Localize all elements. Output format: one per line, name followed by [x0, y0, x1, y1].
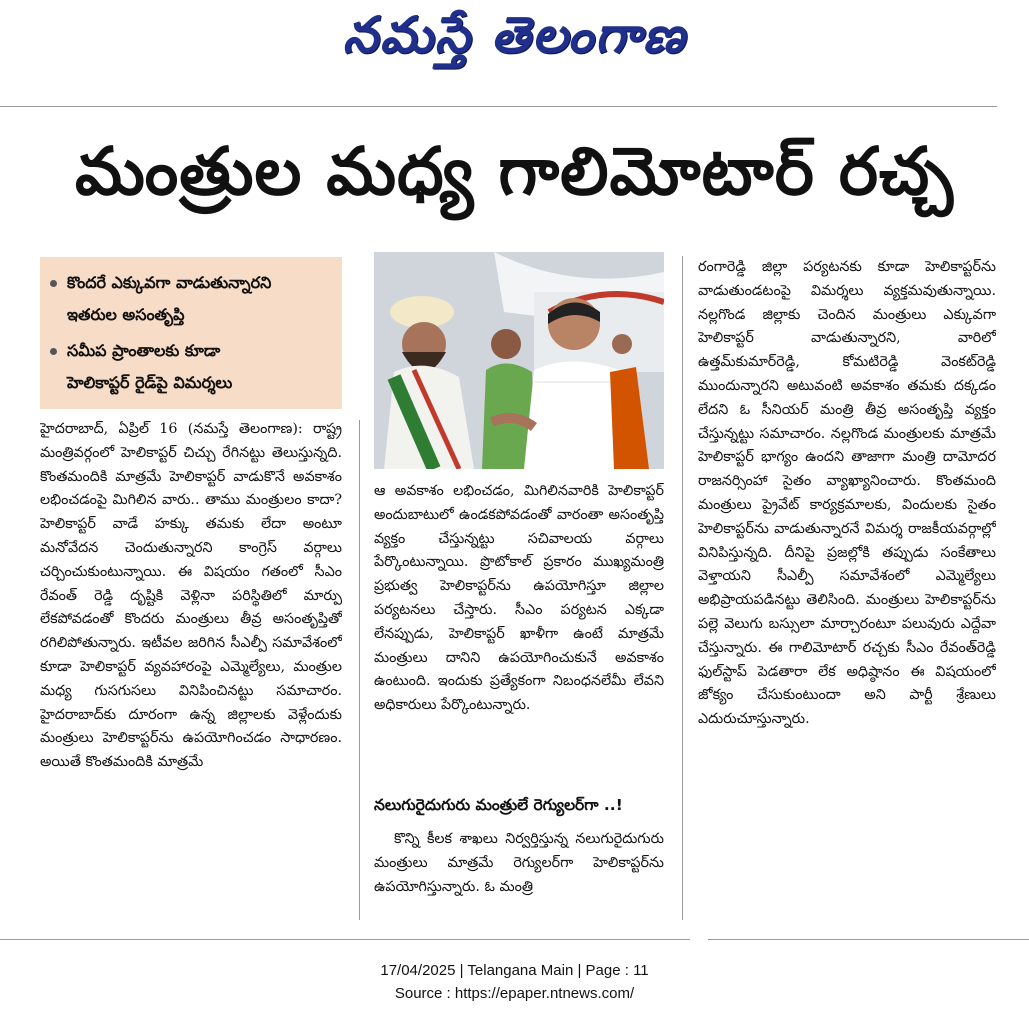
article-text-col1: హైదరాబాద్, ఏప్రిల్ 16 (నమస్తే తెలంగాణ): రాష్ట్ర మంత్రివర్గంలో హెలికాప్టర్ చిచ్చు రేగినట్టు తెలుస్తున్నది. కొంతమందికి మాత్రమే హెలికాప్టర్ వాడుకొనే అవకాశం లభించడంపై మిగిలిన వారు.. తాము మంత్రులం కాదా? హెలికాప్టర్ వాడే హక్కు తమకు లేదా అంటూ మనోవేదన చెందుతున్నారని కాంగ్రెస్ వర్గాలు చర్చించుకుంటున్నాయి. ఈ విషయం గతంలో సీఎం రేవంత్ రెడ్డి దృష్టికి వెళ్లినా పరిస్థితిలో మార్పు లేకపోవడంతో కొందరు మంత్రులు తీవ్ర అసంతృప్తితో రగిలిపోతున్నారు. ఇటీవల జరిగిన సీఎల్పీ సమావేశంలో కూడా హెలికాప్టర్ వ్యవహారంపై ఎమ్మెల్యేలు, మంత్రుల మధ్య గుసగుసలు వినిపించినట్టు సమాచారం. హైదరాబాద్‌కు దూరంగా ఉన్న జిల్లాలకు వెళ్లేందుకు మంత్రులు హెలికాప్టర్‌ను ఉపయోగించడం సాధారణం. అయితే కొంతమందికి మాత్రమే — [40, 421, 342, 771]
subheading: నలుగురైదుగురు మంత్రులే రెగ్యులర్‌గా ..! — [374, 796, 623, 814]
masthead — [0, 0, 1029, 80]
article-column-2 — [374, 480, 664, 780]
footer-source: Source : https://epaper.ntnews.com/ — [394, 985, 635, 1002]
highlight-2-line2: హెలికాప్టర్ రైడ్‌పై విమర్శలు — [67, 373, 233, 392]
article-column-2b — [374, 828, 664, 918]
divider-bottom-right — [708, 939, 1029, 940]
highlight-1-line2: ఇతరుల అసంతృప్తి — [67, 305, 185, 324]
divider-top — [0, 106, 997, 107]
article-column-1 — [40, 418, 342, 918]
column-divider-1 — [359, 420, 360, 920]
highlight-1-line1: కొందరే ఎక్కువగా వాడుతున్నారని — [50, 267, 271, 299]
bullet-icon — [50, 348, 57, 355]
highlight-2-line1: సమీప ప్రాంతాలకు కూడా — [50, 335, 220, 367]
highlights-box — [40, 257, 342, 409]
article-text-col3: రంగారెడ్డి జిల్లా పర్యటనకు కూడా హెలికాప్టర్‌ను వాడుతుండటంపై విమర్శలు వ్యక్తమవుతున్నాయి. నల్లగొండ జిల్లాకు చెందిన మంత్రులు ఎక్కువగా హెలికాప్టర్ వాడుతున్నారని, వారిలో ఉత్తమ్‌కుమార్‌రెడ్డి, కోమటిరెడ్డి వెంకట్‌రెడ్డి ముందున్నారని అటువంటి అవకాశం తమకు దక్కడం లేదని ఓ సీనియర్ మంత్రి తీవ్ర అసంతృప్తి వ్యక్తం చేస్తున్నట్టు సమాచారం. నల్లగొండ మంత్రులకు మాత్రమే హెలికాప్టర్ భాగ్యం ఉందని తాజాగా మంత్రి దామోదర రాజనర్సింహా సైతం వ్యాఖ్యానించారు. కొంతమంది మంత్రులు ప్రైవేట్ కార్యక్రమాలకు, విందులకు సైతం హెలికాప్టర్‌ను వాడుతున్నారనే విమర్శ రాజకీయవర్గాల్లో వినిపిస్తున్నది. దీనిపై ప్రజల్లోకి తప్పుడు సంకేతాలు వెళ్తాయని సీఎల్పీ సమావేశంలో ఎమ్మెల్యేలు అభిప్రాయపడినట్టు తెలిసింది. మంత్రులు హెలికాప్టర్‌ను పల్లె వెలుగు బస్సులా మార్చారంటూ పలువురు ఎద్దేవా చేస్తున్నారు. ఈ గాలిమోటార్ రచ్చకు సీఎం రేవంత్‌రెడ్డి ఫుల్‌స్టాప్ పెడతారా లేక అధిష్ఠానం ఈ విషయంలో జోక్యం చేసుకుంటుందా అని పార్టీ శ్రేణులు ఎదురుచూస్తున్నారు. — [698, 259, 996, 728]
headline: మంత్రుల మధ్య గాలిమోటార్ రచ్చ — [74, 133, 955, 210]
bullet-icon — [50, 280, 57, 287]
divider-bottom — [0, 939, 690, 940]
masthead-title: నమస్తే తెలంగాణ — [342, 6, 687, 64]
article-text-col2b: కొన్ని కీలక శాఖలు నిర్వర్తిస్తున్న నలుగురైదుగురు మంత్రులు మాత్రమే రెగ్యులర్‌గా హెలికాప్టర్‌ను ఉపయోగిస్తున్నారు. ఓ మంత్రి — [374, 831, 664, 895]
news-photo — [374, 252, 664, 469]
article-column-3 — [698, 256, 996, 918]
column-divider-2 — [682, 256, 683, 920]
footer-date-page: 17/04/2025 | Telangana Main | Page : 11 — [380, 962, 649, 979]
photo-icon — [374, 252, 664, 469]
article-text-col2: ఆ అవకాశం లభించడం, మిగిలినవారికి హెలికాప్టర్ అందుబాటులో ఉండకపోవడంతో వారంతా అసంతృప్తి వ్యక్తం చేస్తున్నట్టు సచివాలయ వర్గాలు పేర్కొంటున్నాయి. ప్రొటోకాల్ ప్రకారం ముఖ్యమంత్రి ప్రభుత్వ హెలికాప్టర్‌ను ఉపయోగిస్తూ జిల్లాల పర్యటనలు చేస్తారు. సీఎం పర్యటన ఎక్కడా లేనప్పుడు, హెలికాప్టర్ ఖాళీగా ఉంటే మాత్రమే మంత్రులు దానిని ఉపయోగించుకునే అవకాశం ఉంటుంది. ఇందుకు ప్రత్యేకంగా నిబంధనలేమీ లేవని అధికారులు పేర్కొంటున్నారు. — [374, 483, 664, 714]
